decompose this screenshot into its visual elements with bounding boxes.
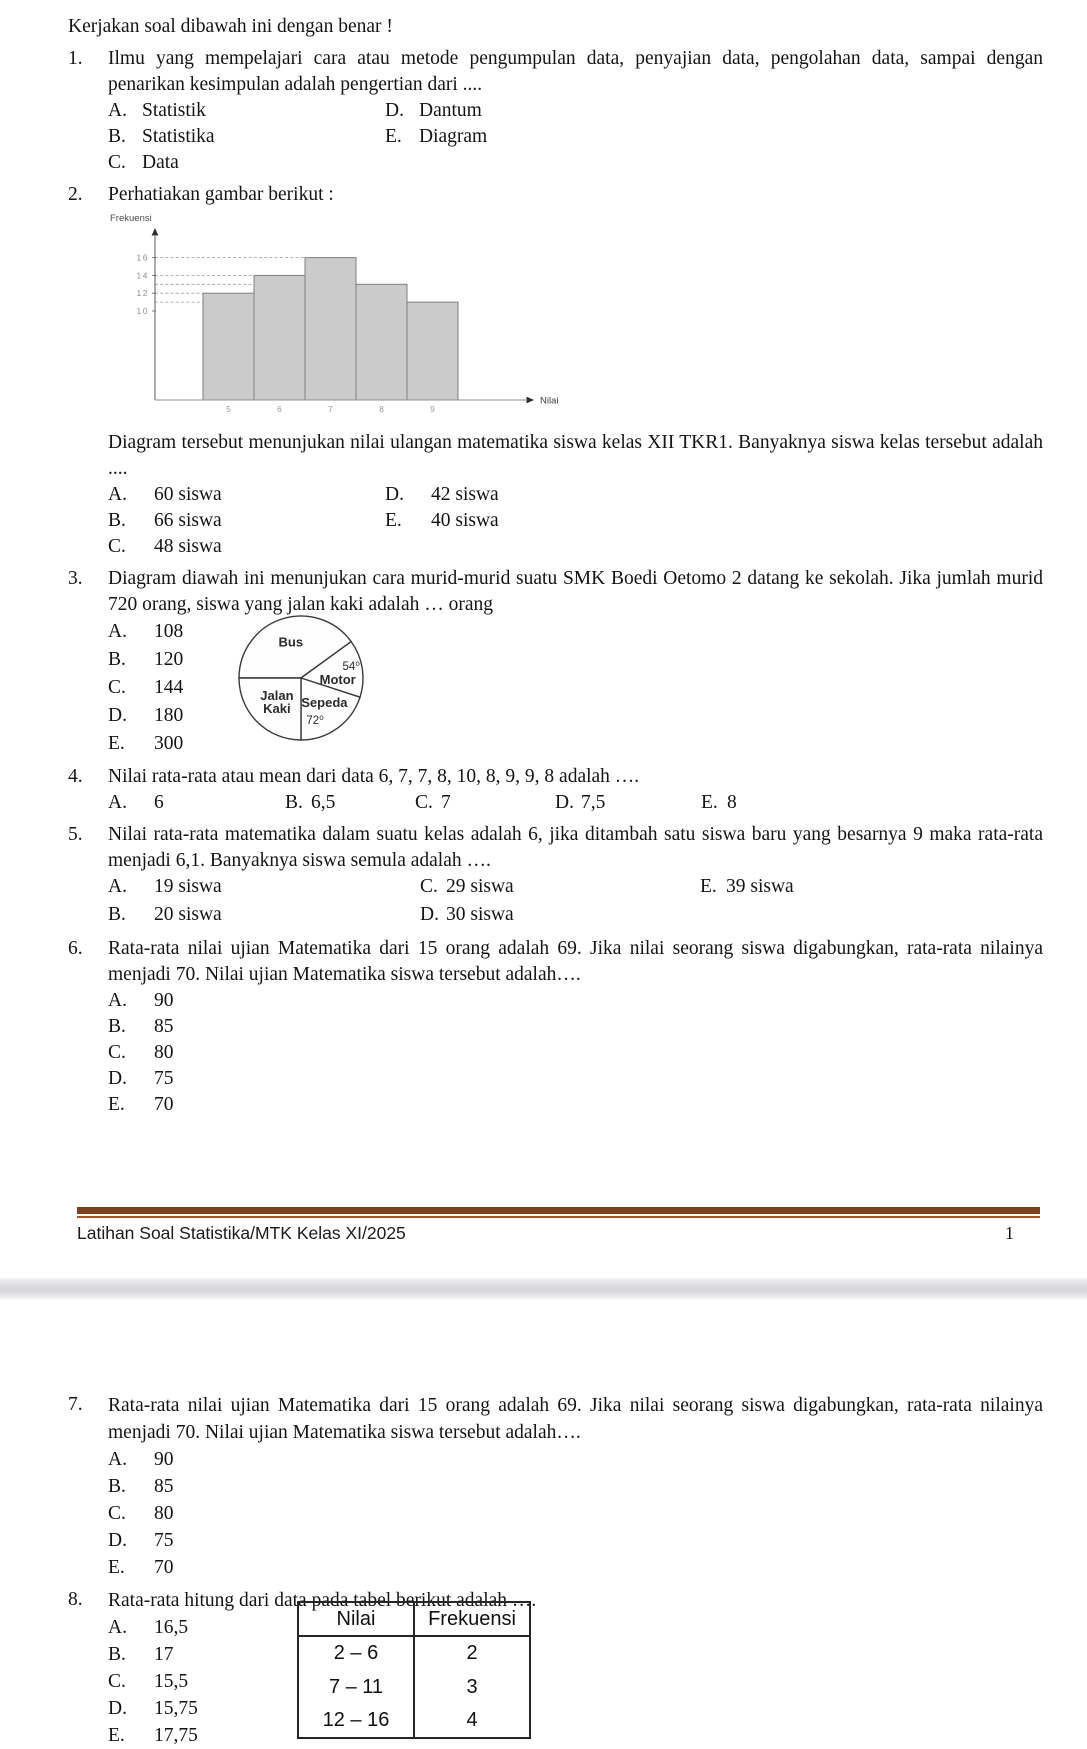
option-1c xyxy=(108,150,385,176)
option-text: 17,75 xyxy=(154,1725,198,1746)
option-8e xyxy=(108,1722,1043,1749)
option-text: 60 siswa xyxy=(154,484,222,505)
option-text: 85 xyxy=(154,1016,174,1037)
option-letter: A. xyxy=(108,876,127,897)
option-8c xyxy=(108,1668,1043,1695)
option-letter: C. xyxy=(420,876,438,897)
footer-title: Latihan Soal Statistika/MTK Kelas XI/2025 xyxy=(77,1223,406,1243)
option-8d xyxy=(108,1695,1043,1722)
question-1-number: 1. xyxy=(68,48,83,69)
option-text: 6,5 xyxy=(311,792,336,813)
option-4d xyxy=(555,790,701,816)
option-text: Statistik xyxy=(142,100,206,121)
option-letter: B. xyxy=(108,1476,126,1497)
option-text: 108 xyxy=(154,621,184,642)
option-letter: B. xyxy=(108,510,126,531)
option-text: 39 siswa xyxy=(726,876,794,897)
question-4-options xyxy=(108,790,1043,816)
option-text: 30 siswa xyxy=(446,904,514,925)
option-6b xyxy=(108,1014,1043,1040)
option-4c xyxy=(415,790,555,816)
option-text: 144 xyxy=(154,677,184,698)
svg-text:Bus: Bus xyxy=(278,634,304,650)
question-6-text: Rata-rata nilai ujian Matematika dari 15 orang adalah 69. Jika nilai seorang siswa digabungkan, rata-rata nilainya menjadi 70. Nilai ujian Matematika siswa tersebut adalah…. xyxy=(108,938,1043,985)
option-text: 70 xyxy=(154,1557,174,1578)
svg-text:Frekuensi: Frekuensi xyxy=(110,213,152,224)
question-5-text: Nilai rata-rata matematika dalam suatu kelas adalah 6, jika ditambah satu siswa baru yang besarnya 9 maka rata-rata menjadi 6,1. Banyaknya siswa semula adalah …. xyxy=(108,824,1043,871)
option-text: 85 xyxy=(154,1476,174,1497)
question-4 xyxy=(68,764,1043,816)
option-text: 70 xyxy=(154,1094,174,1115)
option-letter: C. xyxy=(108,536,126,557)
question-7-text: Rata-rata nilai ujian Matematika dari 15 orang adalah 69. Jika nilai seorang siswa digabungkan, rata-rata nilainya menjadi 70. Nilai ujian Matematika siswa tersebut adalah…. xyxy=(108,1395,1043,1443)
question-2-text: Diagram tersebut menunjukan nilai ulangan matematika siswa kelas XII TKR1. Banyaknya siswa kelas tersebut adalah .... xyxy=(108,432,1043,479)
option-6e xyxy=(108,1092,1043,1118)
option-text: 8 xyxy=(727,792,737,813)
option-text: 66 siswa xyxy=(154,510,222,531)
option-text: Data xyxy=(142,152,179,173)
option-text: 19 siswa xyxy=(154,876,222,897)
svg-text:JalanKaki: Jalan Kaki xyxy=(260,688,294,717)
option-letter: E. xyxy=(385,510,402,531)
option-7a xyxy=(108,1446,1043,1473)
option-text: 40 siswa xyxy=(431,510,499,531)
page-2 xyxy=(0,1300,1087,1746)
svg-text:7: 7 xyxy=(328,404,333,414)
option-letter: E. xyxy=(108,733,125,754)
option-letter: A. xyxy=(108,1449,127,1470)
page-break-band xyxy=(0,1278,1087,1300)
option-text: 7 xyxy=(441,792,451,813)
option-1d xyxy=(385,98,487,124)
question-6 xyxy=(68,936,1043,1118)
option-letter: D. xyxy=(385,484,404,505)
svg-text:Sepeda: Sepeda xyxy=(301,694,348,710)
option-letter: C. xyxy=(108,677,126,698)
footer-page-number: 1 xyxy=(1005,1223,1014,1243)
table-cell: 2 xyxy=(414,1636,530,1670)
svg-text:14: 14 xyxy=(136,270,149,281)
option-2b xyxy=(108,508,385,534)
table-header-frekuensi: Frekuensi xyxy=(414,1602,530,1636)
option-text: Diagram xyxy=(419,126,488,147)
option-6d xyxy=(108,1066,1043,1092)
option-letter: D. xyxy=(108,705,127,726)
option-7c xyxy=(108,1500,1043,1527)
option-text: 7,5 xyxy=(581,792,606,813)
question-1-text: Ilmu yang mempelajari cara atau metode pengumpulan data, penyajian data, pengolahan data, sampai dengan penarikan kesimpulan adalah pengertian dari .... xyxy=(108,48,1043,95)
option-8b xyxy=(108,1641,1043,1668)
question-5-options xyxy=(108,874,1043,930)
svg-text:Nilai: Nilai xyxy=(540,395,559,407)
histogram-svg xyxy=(108,210,568,416)
question-5-number: 5. xyxy=(68,824,83,845)
table-header-nilai: Nilai xyxy=(298,1602,414,1636)
option-5d xyxy=(420,902,700,930)
option-4b xyxy=(285,790,415,816)
svg-text:9: 9 xyxy=(430,404,435,414)
option-2a xyxy=(108,482,385,508)
svg-text:72⁰: 72⁰ xyxy=(306,715,324,728)
question-8 xyxy=(68,1587,1043,1749)
option-text: 120 xyxy=(154,649,184,670)
option-letter: C. xyxy=(108,1671,126,1692)
svg-text:8: 8 xyxy=(379,404,384,414)
option-text: 75 xyxy=(154,1530,174,1551)
option-letter: B. xyxy=(108,1016,126,1037)
pie-chart xyxy=(235,612,369,749)
option-letter: D. xyxy=(555,792,574,813)
question-3-number: 3. xyxy=(68,568,83,589)
question-7-number: 7. xyxy=(68,1394,83,1415)
question-3-options xyxy=(108,618,1043,758)
option-4e xyxy=(701,790,737,816)
option-letter: C. xyxy=(108,1503,126,1524)
svg-text:16: 16 xyxy=(136,252,149,263)
option-text: 20 siswa xyxy=(154,904,222,925)
option-1e xyxy=(385,124,487,150)
question-8-number: 8. xyxy=(68,1589,83,1610)
option-letter: E. xyxy=(700,876,717,897)
option-5c xyxy=(420,874,700,902)
option-6c xyxy=(108,1040,1043,1066)
option-7e xyxy=(108,1554,1043,1581)
footer-rule-thick xyxy=(77,1207,1040,1214)
table-row xyxy=(298,1636,530,1670)
option-text: 15,5 xyxy=(154,1671,189,1692)
option-text: 42 siswa xyxy=(431,484,499,505)
frequency-table xyxy=(297,1601,531,1739)
table-cell: 7 – 11 xyxy=(328,1675,384,1698)
question-2 xyxy=(68,182,1043,560)
option-letter: A. xyxy=(108,792,127,813)
question-8-text: Rata-rata hitung dari data pada tabel berikut adalah …. xyxy=(108,1590,537,1611)
option-text: Statistika xyxy=(142,126,215,147)
table-cell: 12 – 16 xyxy=(322,1709,390,1731)
option-letter: D. xyxy=(108,1530,127,1551)
svg-text:5: 5 xyxy=(226,404,231,414)
option-text: 29 siswa xyxy=(446,876,514,897)
option-2e xyxy=(385,508,499,534)
svg-text:10: 10 xyxy=(136,306,149,316)
svg-text:6: 6 xyxy=(277,404,282,414)
option-text: 15,75 xyxy=(154,1698,198,1719)
option-text: 90 xyxy=(154,1449,174,1470)
question-6-number: 6. xyxy=(68,938,83,959)
option-5e xyxy=(700,874,794,902)
option-text: 17 xyxy=(154,1644,174,1665)
option-letter: C. xyxy=(108,1042,126,1063)
question-3-text: Diagram diawah ini menunjukan cara murid-murid suatu SMK Boedi Oetomo 2 datang ke sekolah. Jika jumlah murid 720 orang, siswa yang jalan kaki adalah … orang xyxy=(108,568,1043,615)
option-letter: A. xyxy=(108,1617,127,1638)
option-text: Dantum xyxy=(419,100,482,121)
option-letter: E. xyxy=(108,1725,125,1746)
option-letter: D. xyxy=(385,100,404,121)
option-5a xyxy=(108,874,420,902)
option-8a xyxy=(108,1614,1043,1641)
option-letter: D. xyxy=(108,1068,127,1089)
table-header-row xyxy=(298,1602,530,1636)
option-1a xyxy=(108,98,385,124)
option-7d xyxy=(108,1527,1043,1554)
option-letter: D. xyxy=(108,1698,127,1719)
question-7-options xyxy=(108,1446,1043,1581)
option-letter: B. xyxy=(108,649,126,670)
option-text: 48 siswa xyxy=(154,536,222,557)
option-letter: B. xyxy=(285,792,303,813)
option-letter: C. xyxy=(415,792,433,813)
page-2-content xyxy=(0,1300,1087,1749)
question-2-number: 2. xyxy=(68,184,83,205)
question-1 xyxy=(68,46,1043,176)
svg-text:54⁰: 54⁰ xyxy=(342,661,360,673)
question-7 xyxy=(68,1392,1043,1581)
option-6a xyxy=(108,988,1043,1014)
option-letter: B. xyxy=(108,126,126,147)
option-2d xyxy=(385,482,499,508)
pie-chart-svg xyxy=(235,612,369,744)
question-4-number: 4. xyxy=(68,766,83,787)
table-cell: 3 xyxy=(414,1670,530,1704)
option-letter: B. xyxy=(108,1644,126,1665)
svg-text:Motor: Motor xyxy=(319,671,356,687)
option-letter: D. xyxy=(420,904,439,925)
option-letter: C. xyxy=(108,152,126,173)
option-letter: B. xyxy=(108,904,126,925)
option-letter: A. xyxy=(108,484,127,505)
option-text: 180 xyxy=(154,705,184,726)
table-cell: 2 – 6 xyxy=(333,1642,379,1664)
option-letter: E. xyxy=(108,1557,125,1578)
option-7b xyxy=(108,1473,1043,1500)
page-footer xyxy=(77,1207,1040,1244)
question-5 xyxy=(68,822,1043,930)
option-letter: A. xyxy=(108,100,127,121)
table-cell: 4 xyxy=(414,1704,530,1738)
option-text: 6 xyxy=(154,792,164,813)
table-row xyxy=(298,1670,530,1704)
question-3 xyxy=(68,566,1043,758)
question-2-options xyxy=(108,482,1043,560)
option-text: 90 xyxy=(154,990,174,1011)
option-2c xyxy=(108,534,385,560)
option-text: 300 xyxy=(154,733,184,754)
question-4-text: Nilai rata-rata atau mean dari data 6, 7, 7, 8, 10, 8, 9, 9, 8 adalah …. xyxy=(108,766,640,787)
option-letter: E. xyxy=(385,126,402,147)
option-text: 80 xyxy=(154,1503,174,1524)
option-letter: A. xyxy=(108,990,127,1011)
option-letter: E. xyxy=(701,792,718,813)
option-4a xyxy=(108,790,285,816)
option-1b xyxy=(108,124,385,150)
svg-text:12: 12 xyxy=(136,288,149,299)
option-text: 80 xyxy=(154,1042,174,1063)
table-row xyxy=(298,1704,530,1738)
option-5b xyxy=(108,902,420,930)
footer-rule-thin xyxy=(77,1216,1040,1218)
question-8-options xyxy=(108,1614,1043,1749)
option-text: 16,5 xyxy=(154,1617,189,1638)
option-letter: A. xyxy=(108,621,127,642)
option-letter: E. xyxy=(108,1094,125,1115)
worksheet-instruction: Kerjakan soal dibawah ini dengan benar ! xyxy=(68,16,393,37)
question-2-lead: Perhatiakan gambar berikut : xyxy=(108,184,334,205)
histogram-chart xyxy=(108,210,1043,416)
question-6-options xyxy=(108,988,1043,1118)
option-text: 75 xyxy=(154,1068,174,1089)
question-1-options xyxy=(108,98,1043,176)
